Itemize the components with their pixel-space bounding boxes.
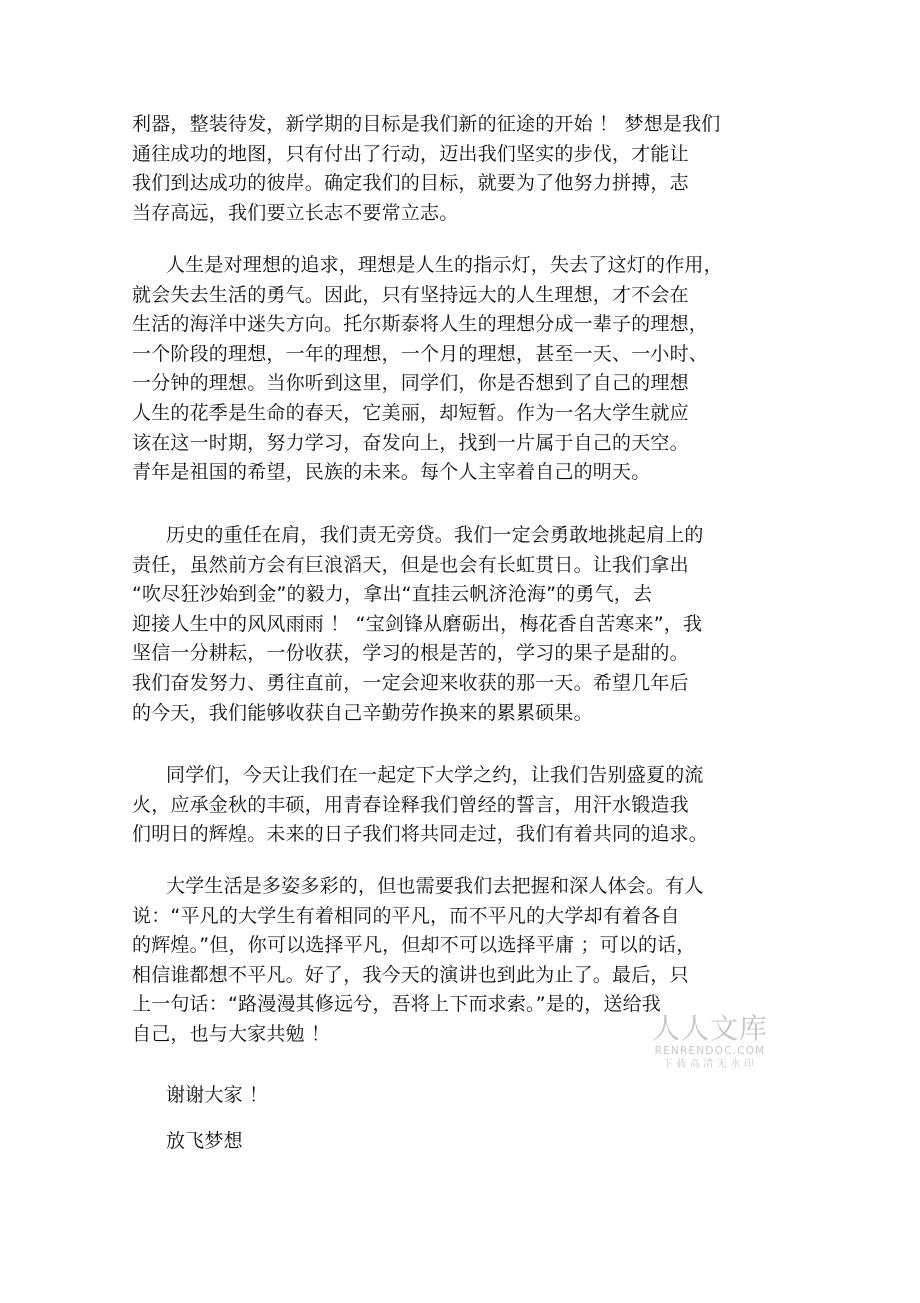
text-line: 利器，整装待发，新学期的目标是我们新的征途的开始 ！ 梦想是我们: [132, 113, 721, 135]
text-line: 当存高远，我们要立长志不要常立志。: [132, 201, 459, 224]
watermark: [640, 1013, 780, 1071]
text-line: 该在这一时期，努力学习，奋发向上，找到一片属于自己的天空。: [132, 431, 689, 454]
text-line: 我们奋发努力、勇往直前，一定会迎来收获的那一天。希望几年后: [132, 671, 689, 694]
text-line: 火，应承金秋的丰硕，用青春诠释我们曾经的誓言，用汗水锻造我: [132, 793, 689, 816]
watermark-title: 人人文库: [651, 1012, 768, 1045]
text-line: 一分钟的理想。当你听到这里，同学们，你是否想到了自己的理想: [132, 372, 689, 395]
paragraph-thanks: [132, 1081, 772, 1111]
text-line: 上一句话：“路漫漫其修远兮，吾将上下而求索。”是的，送给我: [132, 993, 661, 1016]
text-line: 说：“平凡的大学生有着相同的平凡，而不平凡的大学却有着各自: [132, 904, 680, 927]
text-line: 的今天，我们能够收获自己辛勤劳作换来的累累硕果。: [132, 701, 593, 724]
text-line: 通往成功的地图，只有付出了行动，迈出我们坚实的步伐，才能让: [132, 142, 689, 165]
text-line: 一个阶段的理想，一年的理想，一个月的理想，甚至一天、一小时、: [132, 342, 709, 365]
text-line: “吹尽狂沙始到金”的毅力，拿出“直挂云帆济沧海”的勇气，去: [132, 583, 653, 606]
text-line: 责任，虽然前方会有巨浪滔天，但是也会有长虹贯日。让我们拿出: [132, 553, 689, 576]
text-line: 生活的海洋中迷失方向。托尔斯泰将人生的理想分成一辈子的理想，: [132, 313, 709, 336]
text-line: 们明日的辉煌。未来的日子我们将共同走过，我们有着共同的追求。: [132, 823, 709, 846]
text-line: 人生的花季是生命的春天，它美丽，却短暂。作为一名大学生就应: [132, 401, 689, 424]
text-line: 自己，也与大家共勉 ！: [132, 1022, 331, 1045]
paragraph-responsibility: [132, 521, 772, 728]
text-line: 我们到达成功的彼岸。确定我们的目标，就要为了他努力拼搏，志: [132, 172, 689, 195]
text-line: 青年是祖国的希望，民族的未来。每个人主宰着自己的明天。: [132, 461, 651, 484]
watermark-subtitle: 下载高清无水印: [662, 1059, 758, 1070]
text-line: 人生是对理想的追求，理想是人生的指示灯，失去了这灯的作用，: [166, 254, 723, 276]
paragraph-ideals: [132, 251, 772, 488]
text-line: 相信谁都想不平凡。好了，我今天的演讲也到此为止了。最后，只: [132, 963, 689, 986]
text-line: 历史的重任在肩，我们责无旁贷。我们一定会勇敢地挑起肩上的: [166, 524, 704, 546]
text-line: 就会失去生活的勇气。因此，只有坚持远大的人生理想，才不会在: [132, 283, 689, 306]
paragraph-university-pact: [132, 761, 772, 850]
section-title: 放飞梦想: [166, 1130, 243, 1152]
text-line: 谢谢大家 ！: [166, 1084, 269, 1106]
text-line: 的辉煌。”但，你可以选择平凡，但却不可以选择平庸 ；可以的话，: [132, 934, 696, 957]
text-line: 坚信一分耕耘，一份收获，学习的根是苦的，学习的果子是甜的。: [132, 642, 689, 665]
watermark-domain: RENRENDOC.COM: [654, 1045, 766, 1057]
text-line: 大学生活是多姿多彩的，但也需要我们去把握和深人体会。有人: [166, 875, 704, 897]
paragraph-next-title: [132, 1127, 772, 1157]
text-line: 同学们，今天让我们在一起定下大学之约，让我们告别盛夏的流: [166, 764, 704, 786]
text-line: 迎接人生中的风风雨雨 ！ “宝剑锋从磨砺出，梅花香自苦寒来”，我: [132, 612, 703, 635]
paragraph-intro-continuation: [132, 110, 772, 228]
